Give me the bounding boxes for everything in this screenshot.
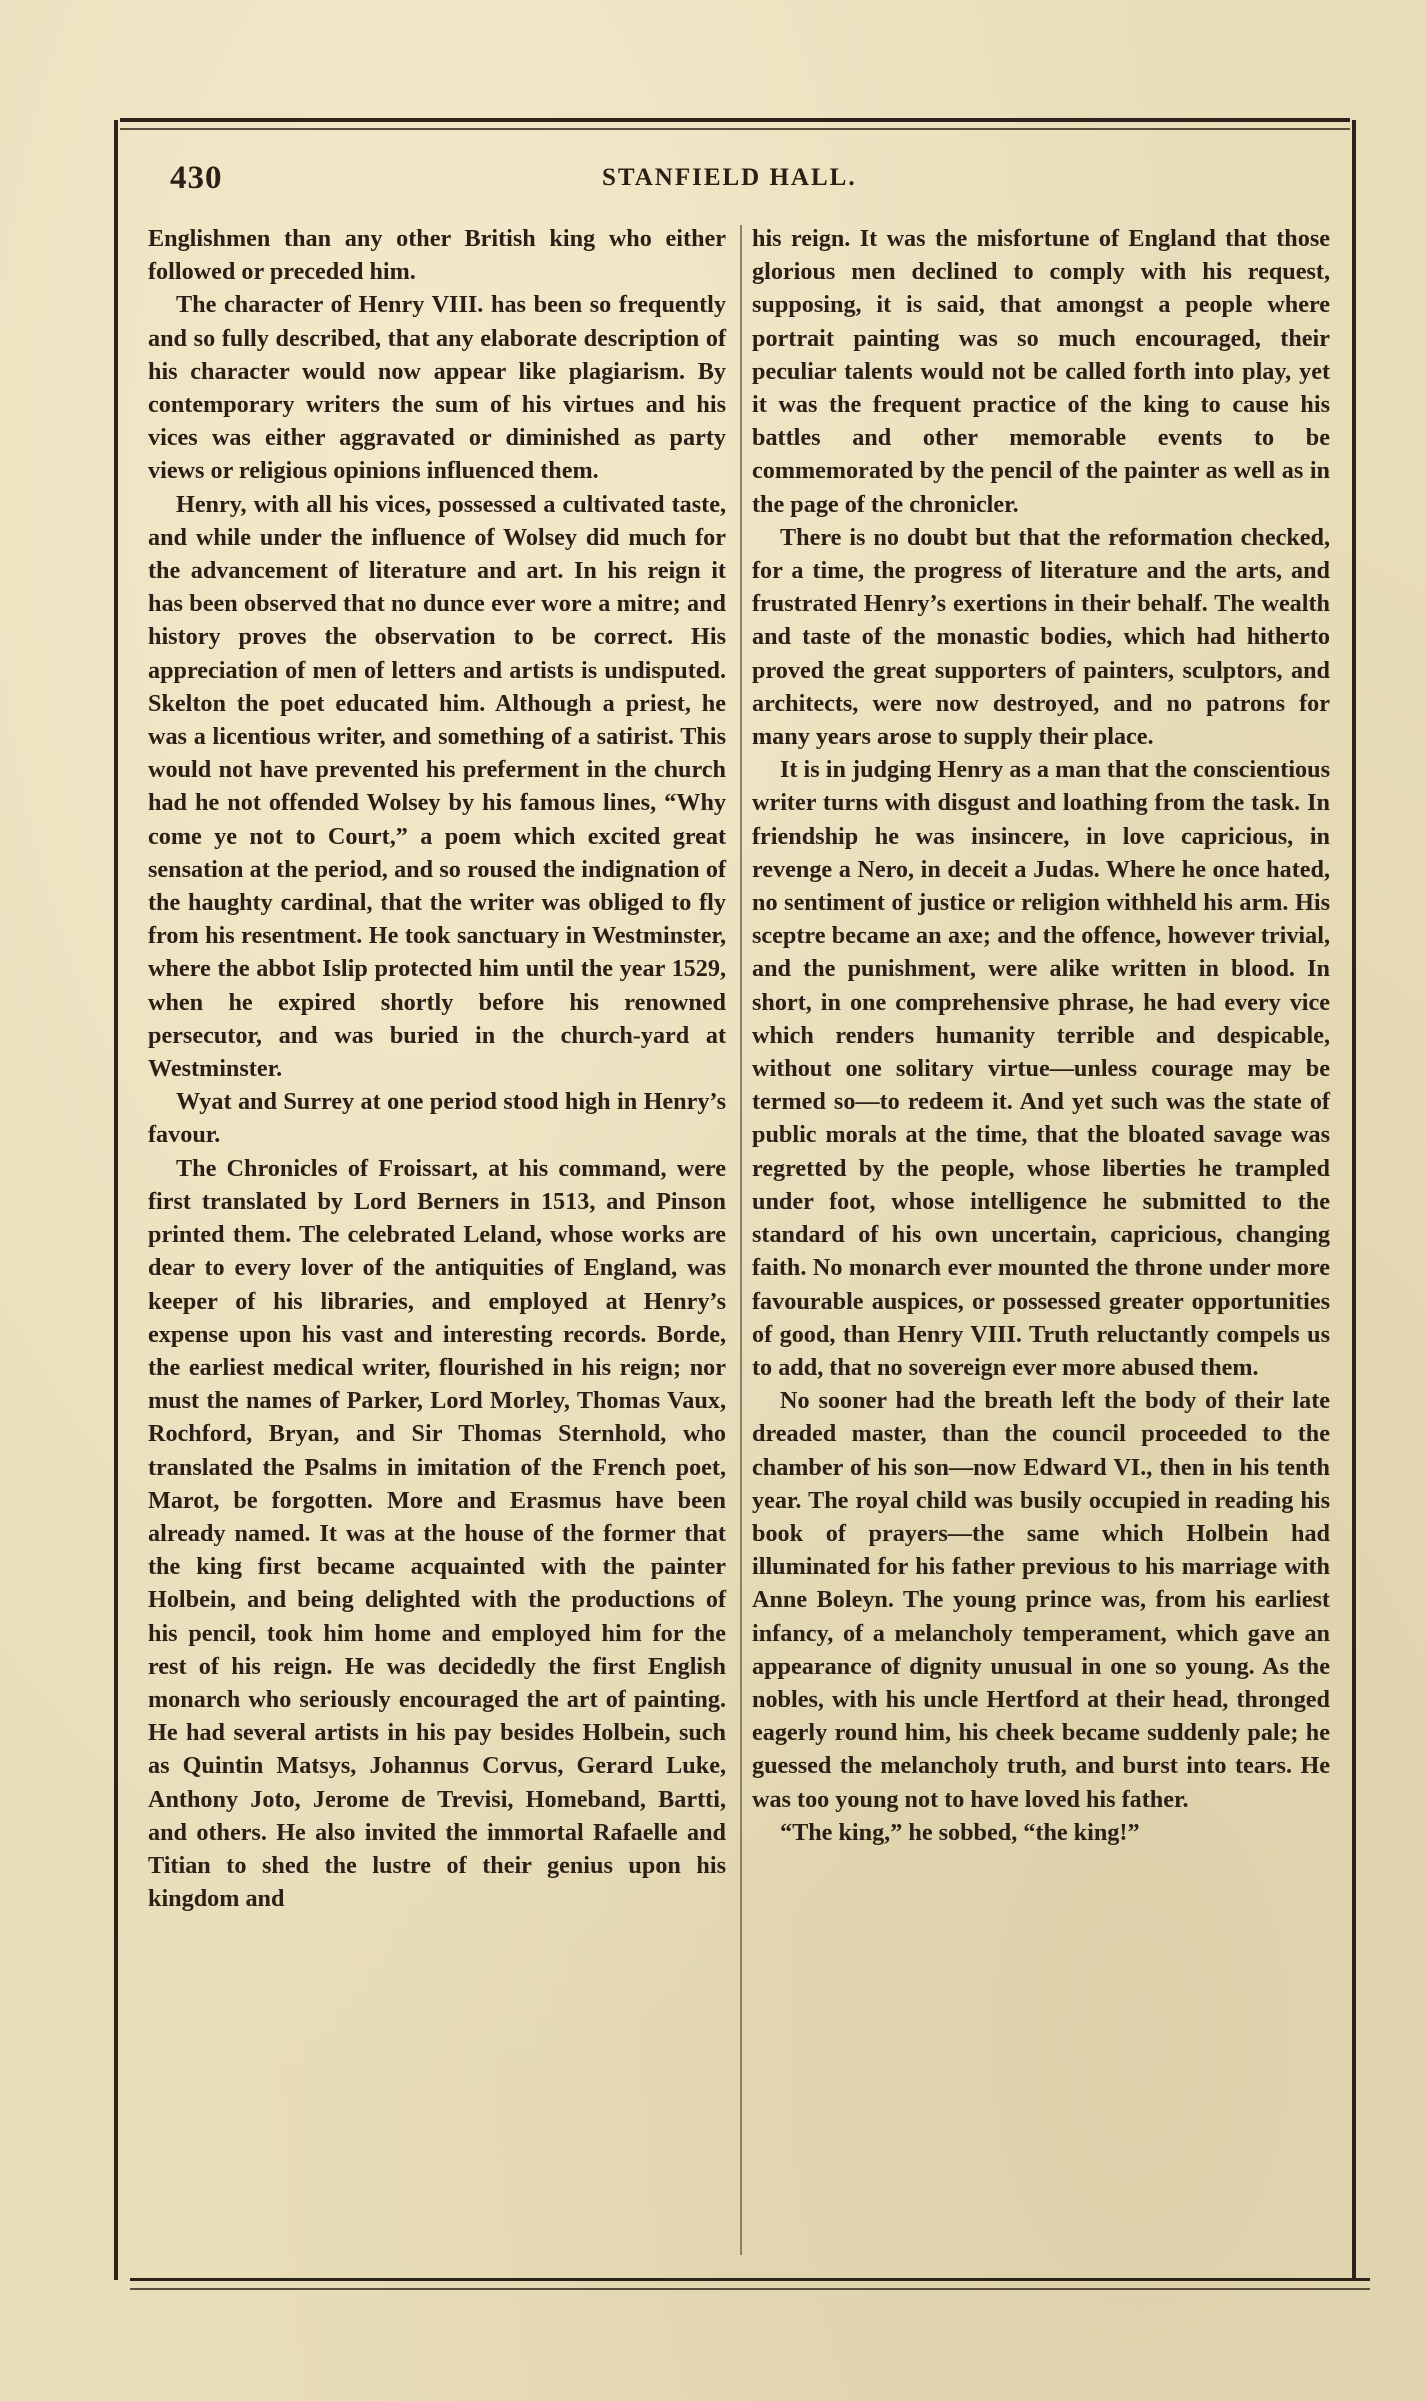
top-rule: [120, 118, 1350, 122]
column-divider: [740, 225, 742, 2255]
paragraph: Englishmen than any other British king who either followed or preceded him.: [148, 225, 726, 286]
page-number: 430: [170, 160, 223, 196]
paragraph: There is no doubt but that the reformation checked, for a time, the progress of literature and the arts, and frustrated Henry’s exertions in their behalf. The wealth and taste of the monastic bodies, which had hitherto proved the great supporters of painters, sculptors, and architects, were now destroyed, and no patrons for many years arose to supply their place.: [752, 523, 1330, 751]
paragraph: No sooner had the breath left the body of their late dreaded master, than the council proceeded to the chamber of his son—now Edward VI., then in his tenth year. The royal child was busily occupied in reading his book of prayers—the same which Holbein had illuminated for his father previous to his marriage with Anne Boleyn. The young prince was, from his earliest infancy, of a melancholy temperament, which gave an appearance of dignity unusual in one so young. As the nobles, with his uncle Hertford at their head, thronged eagerly round him, his cheek became suddenly pale; he guessed the melancholy truth, and burst into tears. He was too young not to have loved his father.: [752, 1387, 1330, 1813]
right-column: [752, 222, 1330, 1849]
paragraph: It is in judging Henry as a man that the conscientious writer turns with disgust and loathing from the task. In friendship he was insincere, in love capricious, in revenge a Nero, in deceit a Judas. Where he once hated, no sentiment of justice or religion withheld his arm. His sceptre became an axe; and the offence, however trivial, and the punishment, were alike written in blood. In short, in one comprehensive phrase, he had every vice which renders humanity terrible and despicable, without one solitary virtue—unless courage may be termed so—to redeem it. And yet such was the state of public morals at the time, that the bloated savage was regretted by the people, whose liberties he trampled under foot, whose intelligence he submitted to the standard of his own uncertain, capricious, changing faith. No monarch ever mounted the throne under more favourable auspices, or possessed greater opportunities of good, than Henry VIII. Truth reluctantly compels us to add, that no sovereign ever more abused them.: [752, 756, 1330, 1381]
closing-quote: “The king,” he sobbed, “the king!”: [780, 1818, 1140, 1846]
page-header: [170, 160, 1336, 210]
top-rule-thin: [120, 128, 1350, 130]
right-border: [1352, 120, 1356, 2280]
paragraph: Henry, with all his vices, possessed a cultivated taste, and while under the influence of Wolsey did much for the advancement of literature and art. In his reign it has been observed that no dunce ever wore a mitre; and history proves the observation to be correct. His appreciation of men of letters and artists is undisputed. Skelton the poet educated him. Although a priest, he was a licentious writer, and something of a satirist. This would not have prevented his preferment in the church had he not offended Wolsey by his famous lines, “Why come ye not to Court,” a poem which excited great sensation at the period, and so roused the indignation of the haughty cardinal, that the writer was obliged to fly from his resentment. He took sanctuary in Westminster, where the abbot Islip protected him until the year 1529, when he expired shortly before his renowned persecutor, and was buried in the church-yard at Westminster.: [148, 490, 726, 1083]
left-column: [148, 222, 726, 1915]
paragraph: The character of Henry VIII. has been so frequently and so fully described, that any elaborate description of his character would now appear like plagiarism. By contemporary writers the sum of his virtues and his vices was either aggravated or diminished as party views or religious opinions influenced them.: [148, 291, 726, 485]
paragraph: his reign. It was the misfortune of England that those glorious men declined to comply with his request, supposing, it is said, that amongst a people where portrait painting was so much encouraged, their peculiar talents would not be called forth into play, yet it was the frequent practice of the king to cause his battles and other memorable events to be commemorated by the pencil of the painter as well as in the page of the chronicler.: [752, 225, 1330, 518]
paragraph: Wyat and Surrey at one period stood high in Henry’s favour.: [148, 1088, 726, 1149]
bottom-rule-thin: [130, 2288, 1370, 2290]
paragraph: The Chronicles of Froissart, at his command, were first translated by Lord Berners in 1513, and Pinson printed them. The celebrated Leland, whose works are dear to every lover of the antiquities of England, was keeper of his libraries, and employed at Henry’s expense upon his vast and interesting records. Borde, the earliest medical writer, flourished in his reign; nor must the names of Parker, Lord Morley, Thomas Vaux, Rochford, Bryan, and Sir Thomas Sternhold, who translated the Psalms in imitation of the French poet, Marot, be forgotten. More and Erasmus have been already named. It was at the house of the former that the king first became acquainted with the painter Holbein, and being delighted with the productions of his pencil, took him home and employed him for the rest of his reign. He was decidedly the first English monarch who seriously encouraged the art of painting. He had several artists in his pay besides Holbein, such as Quintin Matsys, Johannus Corvus, Gerard Luke, Anthony Joto, Jerome de Trevisi, Homeband, Bartti, and others. He also invited the immortal Rafaelle and Titian to shed the lustre of their genius upon his kingdom and: [148, 1154, 726, 1913]
bottom-rule: [130, 2278, 1370, 2281]
running-head: STANFIELD HALL.: [602, 164, 857, 191]
left-border: [114, 120, 118, 2280]
